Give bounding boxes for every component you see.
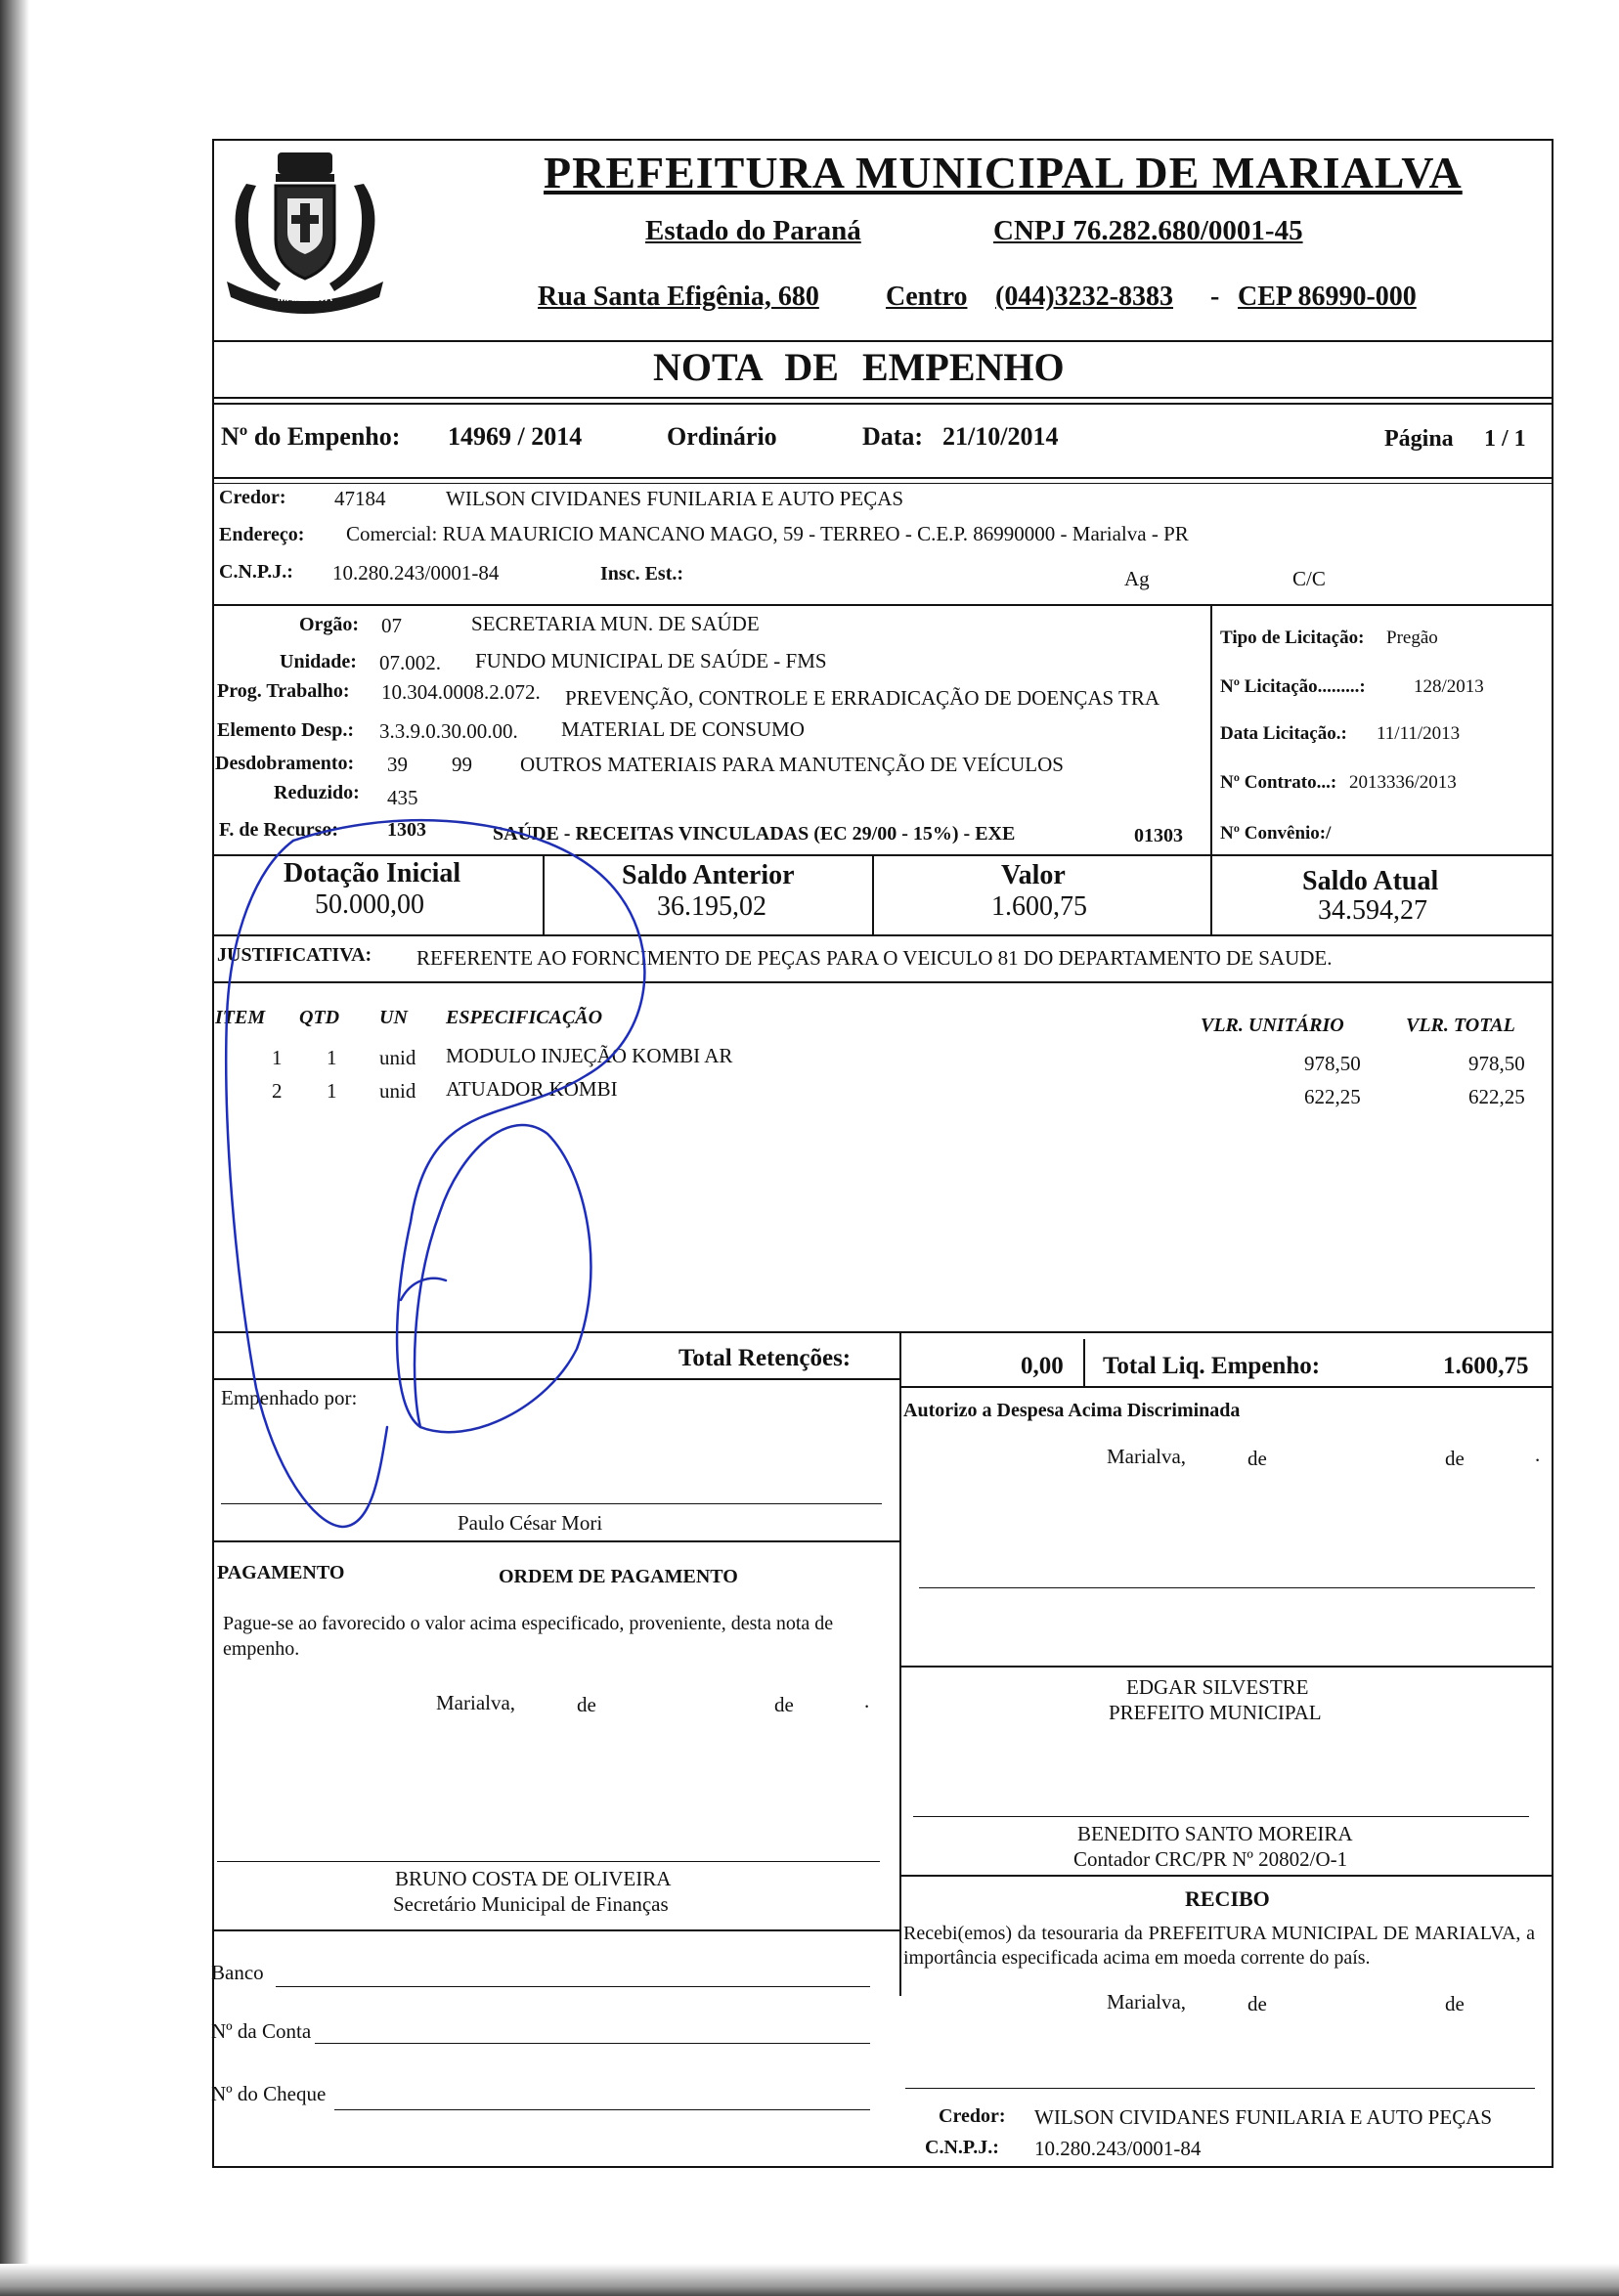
col-item-header: ITEM xyxy=(215,1007,266,1028)
autorizo-label: Autorizo a Despesa Acima Discriminada xyxy=(903,1400,1241,1421)
contrato-value: 2013336/2013 xyxy=(1349,772,1457,793)
item-number: 2 xyxy=(272,1079,283,1103)
fonte-recurso-name: SAÚDE - RECEITAS VINCULADAS (EC 29/00 - 15%) - EXE xyxy=(493,823,1016,845)
empenho-type: Ordinário xyxy=(667,422,777,451)
autorizo-de-1: de xyxy=(1247,1447,1267,1470)
pagamento-label: PAGAMENTO xyxy=(217,1562,345,1583)
page-number: 1 / 1 xyxy=(1484,426,1526,452)
total-liq-label: Total Liq. Empenho: xyxy=(1103,1353,1321,1379)
saldo-anterior-label: Saldo Anterior xyxy=(622,860,795,890)
org-name: PREFEITURA MUNICIPAL DE MARIALVA xyxy=(544,148,1463,197)
unidade-code: 07.002. xyxy=(379,651,441,674)
desdobramento-a: 39 xyxy=(387,753,408,776)
desdobramento-name: OUTROS MATERIAIS PARA MANUTENÇÃO DE VEÍCULOS xyxy=(520,753,1064,776)
ordem-pagamento-label: ORDEM DE PAGAMENTO xyxy=(499,1566,738,1587)
doc-title: NOTA DE EMPENHO xyxy=(653,345,1065,389)
org-state: Estado do Paraná xyxy=(645,215,861,246)
secretario-name: BRUNO COSTA DE OLIVEIRA xyxy=(395,1867,672,1890)
recibo-de-2: de xyxy=(1445,1992,1465,2015)
prefeito-name: EDGAR SILVESTRE xyxy=(1126,1675,1309,1699)
insc-est-label: Insc. Est.: xyxy=(600,563,684,585)
recibo-place: Marialva, xyxy=(1107,1990,1187,2014)
retencoes-value: 0,00 xyxy=(1021,1353,1064,1379)
elemento-name: MATERIAL DE CONSUMO xyxy=(561,717,805,741)
secretario-title: Secretário Municipal de Finanças xyxy=(393,1892,669,1916)
cheque-label: Nº do Cheque xyxy=(211,2082,327,2105)
fonte-recurso-label: F. de Recurso: xyxy=(219,819,339,841)
recibo-credor-label: Credor: xyxy=(939,2105,1006,2127)
contador-title: Contador CRC/PR Nº 20802/O-1 xyxy=(1073,1847,1348,1871)
convenio-label: Nº Convênio:/ xyxy=(1220,823,1332,844)
num-licitacao-label: Nº Licitação.........: xyxy=(1220,676,1366,697)
empenhado-signer: Paulo César Mori xyxy=(458,1511,603,1535)
credor-code: 47184 xyxy=(334,487,386,510)
dotacao-label: Dotação Inicial xyxy=(284,858,461,888)
col-qtd-header: QTD xyxy=(299,1007,340,1028)
item-un: unid xyxy=(379,1046,416,1069)
cc-label: C/C xyxy=(1292,567,1326,590)
cnpj-value: 10.280.243/0001-84 xyxy=(332,561,500,585)
item-un: unid xyxy=(379,1079,416,1103)
item-qtd: 1 xyxy=(327,1079,337,1103)
conta-label: Nº da Conta xyxy=(211,2019,312,2043)
pagamento-dot: . xyxy=(864,1689,870,1712)
banco-label: Banco xyxy=(211,1961,264,1984)
item-espec: ATUADOR KOMBI xyxy=(446,1077,618,1101)
valor-label: Valor xyxy=(1001,860,1066,890)
autorizo-dot: . xyxy=(1535,1443,1541,1466)
recibo-de-1: de xyxy=(1247,1992,1267,2015)
unidade-label: Unidade: xyxy=(280,651,357,672)
elemento-code: 3.3.9.0.30.00.00. xyxy=(379,719,518,743)
svg-text:MARIALVA: MARIALVA xyxy=(277,292,333,304)
total-liq-value: 1.600,75 xyxy=(1443,1353,1529,1379)
contador-name: BENEDITO SANTO MOREIRA xyxy=(1077,1822,1353,1845)
saldo-anterior-value: 36.195,02 xyxy=(657,891,766,922)
item-vlr-unit: 978,50 xyxy=(1304,1052,1361,1075)
item-espec: MODULO INJEÇÃO KOMBI AR xyxy=(446,1044,733,1067)
data-licitacao-label: Data Licitação.: xyxy=(1220,723,1347,744)
empenho-number: 14969 / 2014 xyxy=(448,422,583,451)
valor-value: 1.600,75 xyxy=(991,891,1087,922)
prog-trabalho-name: PREVENÇÃO, CONTROLE E ERRADICAÇÃO DE DOENÇAS TRA xyxy=(565,686,1160,710)
pagamento-text: Pague-se ao favorecido o valor acima especificado, proveniente, desta nota de empenho. xyxy=(223,1613,834,1660)
empenhado-label: Empenhado por: xyxy=(221,1386,358,1409)
recibo-cnpj-label: C.N.P.J.: xyxy=(925,2137,999,2158)
empenho-label: Nº do Empenho: xyxy=(221,422,401,451)
recibo-text: Recebi(emos) da tesouraria da PREFEITURA MUNICIPAL DE MARIALVA, a importância especificada acima em moeda corrente do país. xyxy=(903,1923,1535,1969)
empenho-date-label: Data: xyxy=(862,422,924,451)
item-vlr-total: 978,50 xyxy=(1468,1052,1525,1075)
fonte-recurso-code2: 01303 xyxy=(1134,825,1183,846)
ag-label: Ag xyxy=(1124,567,1150,590)
dotacao-value: 50.000,00 xyxy=(315,889,424,920)
saldo-atual-label: Saldo Atual xyxy=(1302,866,1439,896)
col-espec-header: ESPECIFICAÇÃO xyxy=(446,1007,603,1028)
pagamento-de-1: de xyxy=(577,1693,596,1716)
justificativa-text: REFERENTE AO FORNCIMENTO DE PEÇAS PARA O VEICULO 81 DO DEPARTAMENTO DE SAUDE. xyxy=(416,946,1333,970)
autorizo-place: Marialva, xyxy=(1107,1445,1187,1468)
desdobramento-b: 99 xyxy=(452,753,472,776)
endereco-label: Endereço: xyxy=(219,524,305,545)
orgao-name: SECRETARIA MUN. DE SAÚDE xyxy=(471,612,760,635)
org-street: Rua Santa Efigênia, 680 xyxy=(538,282,819,312)
recibo-credor-name: WILSON CIVIDANES FUNILARIA E AUTO PEÇAS xyxy=(1034,2105,1493,2129)
reduzido-value: 435 xyxy=(387,786,418,809)
item-vlr-total: 622,25 xyxy=(1468,1085,1525,1108)
item-vlr-unit: 622,25 xyxy=(1304,1085,1361,1108)
prog-trabalho-label: Prog. Trabalho: xyxy=(217,680,350,702)
org-cnpj: CNPJ 76.282.680/0001-45 xyxy=(993,215,1303,246)
col-vlr-total-header: VLR. TOTAL xyxy=(1406,1015,1515,1036)
endereco-value: Comercial: RUA MAURICIO MANCANO MAGO, 59 - TERREO - C.E.P. 86990000 - Marialva - PR xyxy=(346,522,1189,545)
desdobramento-label: Desdobramento: xyxy=(215,753,355,774)
pagamento-place: Marialva, xyxy=(436,1691,516,1714)
org-dash: - xyxy=(1210,282,1220,312)
data-licitacao-value: 11/11/2013 xyxy=(1377,723,1461,744)
saldo-atual-value: 34.594,27 xyxy=(1318,895,1427,926)
prefeito-title: PREFEITO MUNICIPAL xyxy=(1109,1701,1322,1724)
num-licitacao-value: 128/2013 xyxy=(1414,676,1484,697)
item-number: 1 xyxy=(272,1046,283,1069)
justificativa-label: JUSTIFICATIVA: xyxy=(217,944,372,966)
credor-name: WILSON CIVIDANES FUNILARIA E AUTO PEÇAS xyxy=(446,487,904,510)
unidade-name: FUNDO MUNICIPAL DE SAÚDE - FMS xyxy=(475,649,827,672)
recibo-cnpj-value: 10.280.243/0001-84 xyxy=(1034,2137,1202,2160)
elemento-label: Elemento Desp.: xyxy=(217,719,354,741)
page-label: Página xyxy=(1384,426,1454,452)
autorizo-de-2: de xyxy=(1445,1447,1465,1470)
item-qtd: 1 xyxy=(327,1046,337,1069)
fonte-recurso-code: 1303 xyxy=(387,819,426,841)
orgao-code: 07 xyxy=(381,614,402,637)
cnpj-label: C.N.P.J.: xyxy=(219,561,293,583)
empenho-date: 21/10/2014 xyxy=(942,422,1059,451)
orgao-label: Orgão: xyxy=(299,614,360,635)
pagamento-de-2: de xyxy=(774,1693,794,1716)
org-district: Centro xyxy=(886,282,968,312)
col-un-header: UN xyxy=(379,1007,408,1028)
retencoes-label: Total Retenções: xyxy=(678,1345,852,1371)
recibo-label: RECIBO xyxy=(1185,1886,1270,1911)
org-phone: (044)3232-8383 xyxy=(995,282,1173,312)
contrato-label: Nº Contrato...: xyxy=(1220,772,1337,793)
org-cep: CEP 86990-000 xyxy=(1238,282,1417,312)
tipo-licitacao-label: Tipo de Licitação: xyxy=(1220,628,1365,648)
col-vlr-unit-header: VLR. UNITÁRIO xyxy=(1201,1015,1344,1036)
prog-trabalho-code: 10.304.0008.2.072. xyxy=(381,680,541,704)
credor-label: Credor: xyxy=(219,487,286,508)
reduzido-label: Reduzido: xyxy=(274,782,360,803)
tipo-licitacao-value: Pregão xyxy=(1386,628,1438,648)
